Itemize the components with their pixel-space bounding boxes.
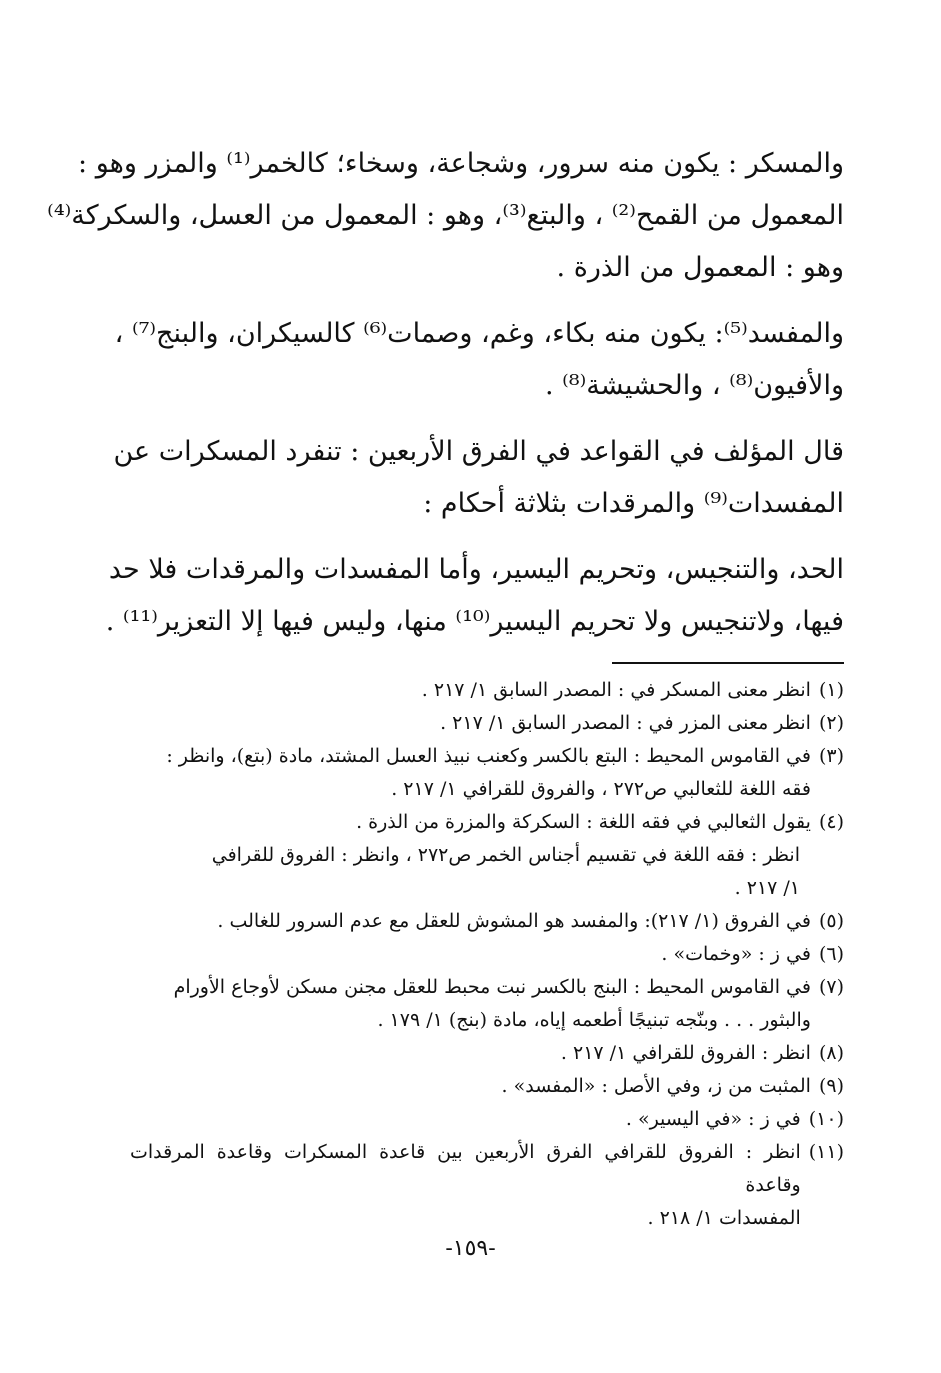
footnote-text: المفسدات ١/ ٢١٨ . [647, 1207, 801, 1229]
footnote-text: فقه اللغة للثعالبي ص٢٧٢ ، والفروق للقرافي ١/ ٢١٧ . [391, 778, 811, 800]
footnote-number: (٧) [818, 976, 844, 998]
footnote [130, 971, 844, 1037]
footnote [130, 938, 844, 971]
footnote-number: (٩) [818, 1075, 844, 1097]
footnote [130, 1103, 844, 1136]
footnote-text: انظر معنى المسكر في : المصدر السابق ١/ ٢١٧ . [421, 679, 811, 701]
text-line: والمسكر : يكون منه سرور، وشجاعة، وسخاء؛ كالخمر⁽¹⁾ والمزر وهو : [78, 148, 844, 179]
paragraph-ahkam [105, 544, 844, 648]
footnote-text: المثبت من ز، وفي الأصل : «المفسد» . [501, 1075, 811, 1097]
footnote-continuation [130, 839, 844, 905]
footnote-text: في ز : «في اليسير» . [625, 1108, 801, 1130]
footnote-text: انظر : فقه اللغة في تقسيم أجناس الخمر ص٢٧٢ ، وانظر : الفروق للقرافي [211, 844, 800, 866]
paragraph-mufsid [114, 308, 844, 412]
footnote-number: (٢) [818, 712, 844, 734]
page-body [47, 138, 844, 1235]
footnote-number: (٦) [818, 943, 844, 965]
text-line: المفسدات⁽⁹⁾ والمرقدات بثلاثة أحكام : [423, 488, 844, 519]
footnote-text: في ز : «وخمات» . [661, 943, 811, 965]
footnote-number: (٤) [818, 811, 844, 833]
text-line: فيها، ولاتنجيس ولا تحريم اليسير⁽¹⁰⁾ منها، وليس فيها إلا التعزير⁽¹¹⁾ . [105, 606, 844, 637]
footnote-text: يقول الثعالبي في فقه اللغة : السكركة والمزرة من الذرة . [356, 811, 811, 833]
footnote-text: ١/ ٢١٧ . [734, 877, 800, 899]
footnote-number: (١) [818, 679, 844, 701]
footnote-separator [612, 662, 844, 664]
footnote [130, 1136, 844, 1235]
footnote-text: انظر : الفروق للقرافي ١/ ٢١٧ . [560, 1042, 811, 1064]
footnote-number: (٨) [818, 1042, 844, 1064]
footnote-number: (٥) [818, 910, 844, 932]
text-line: المعمول من القمح⁽²⁾ ، والبتع⁽³⁾، وهو : المعمول من العسل، والسكركة⁽⁴⁾ [47, 200, 844, 231]
text-line: والأفيون⁽⁸⁾ ، والحشيشة⁽⁸⁾ . [545, 370, 844, 401]
footnote-number: (٣) [818, 745, 844, 767]
footnote [130, 707, 844, 740]
footnote-text: انظر معنى المزر في : المصدر السابق ١/ ٢١٧ . [440, 712, 811, 734]
footnote [130, 806, 844, 839]
text-line: قال المؤلف في القواعد في الفرق الأربعين : تنفرد المسكرات عن [113, 436, 844, 467]
page-number: -١٥٩- [445, 1236, 496, 1261]
footnote-text: في القاموس المحيط : البنج بالكسر نبت محبط للعقل مجنن مسكن لأوجاع الأورام [173, 976, 811, 998]
footnote [130, 674, 844, 707]
footnote [130, 740, 844, 806]
footnote [130, 1070, 844, 1103]
footnote-number: (١٠) [808, 1108, 844, 1130]
footnote-number: (١١) [808, 1141, 844, 1163]
paragraph-qal [113, 426, 844, 530]
footnote-text: في الفروق (١/ ٢١٧): والمفسد هو المشوش للعقل مع عدم السرور للغالب . [217, 910, 811, 932]
paragraph-muskir [47, 138, 844, 294]
footnote [130, 1037, 844, 1070]
footnote-text: والبثور . . . وبنّجه تبنيجًا أطعمه إياه، مادة (بنج) ١/ ١٧٩ . [377, 1009, 811, 1031]
footnote-text: انظر : الفروق للقرافي الفرق الأربعين بين قاعدة المسكرات وقاعدة المرقدات وقاعدة [130, 1141, 801, 1196]
footnotes [130, 674, 844, 1235]
text-line: الحد، والتنجيس، وتحريم اليسير، وأما المفسدات والمرقدات فلا حد [108, 554, 844, 585]
footnote [130, 905, 844, 938]
text-line: وهو : المعمول من الذرة . [556, 252, 844, 283]
footnote-text: في القاموس المحيط : البتع بالكسر وكعنب نبيذ العسل المشتد، مادة (بتع)، وانظر : [166, 745, 811, 767]
text-line: والمفسد⁽⁵⁾: يكون منه بكاء، وغم، وصمات⁽⁶⁾ كالسيكران، والبنج⁽⁷⁾ ، [114, 318, 844, 349]
